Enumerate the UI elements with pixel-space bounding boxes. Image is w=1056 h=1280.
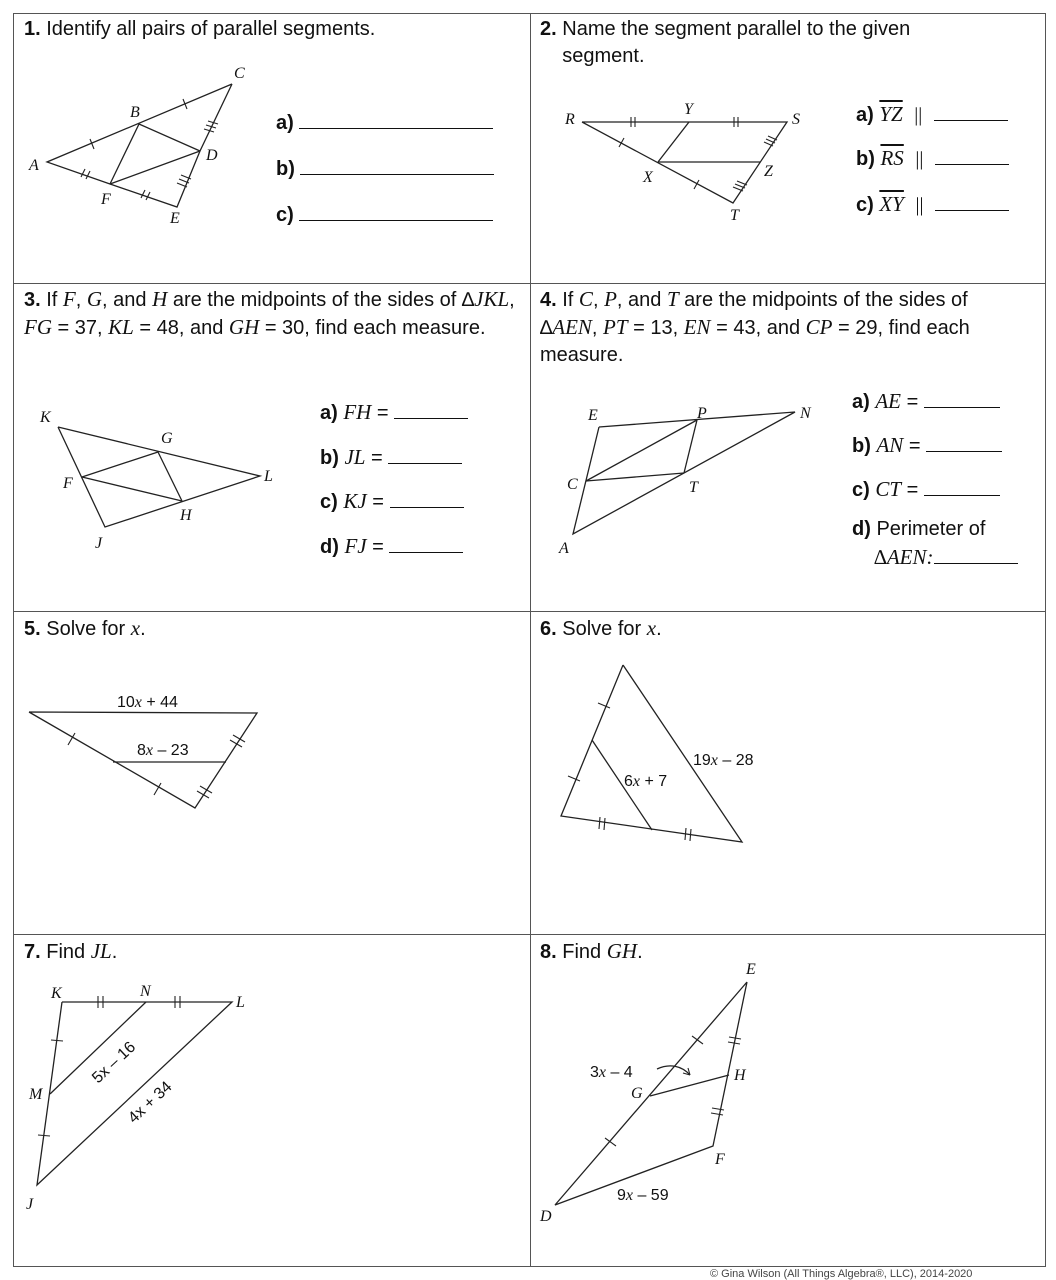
expr-top: 10x + 44 [117, 694, 178, 711]
answer-label: c) [320, 491, 338, 513]
problem-text: Find [562, 941, 607, 963]
label-E: E [170, 210, 180, 227]
problem-text: Find [46, 941, 91, 963]
label-S: S [792, 111, 800, 128]
label-C: C [567, 476, 578, 493]
text-part: = 43, and [710, 317, 806, 339]
text-part: . [111, 941, 118, 963]
var: F [62, 287, 76, 311]
expr-side: 9x – 59 [617, 1187, 669, 1204]
answer-label: a) [856, 104, 874, 126]
label-D: D [540, 1208, 552, 1225]
answer-var: CT [875, 477, 902, 501]
triangle-name: ∆AEN: [874, 545, 934, 569]
problem-number: 2. [540, 18, 557, 40]
text-part: are the midpoints of the sides of ∆ [167, 289, 475, 311]
var: GH [228, 315, 260, 339]
label-H: H [180, 507, 192, 524]
var: G [86, 287, 103, 311]
var: JL [90, 939, 112, 963]
var: JKL [474, 287, 510, 311]
text-part: . [656, 618, 662, 640]
text-part: . [637, 941, 643, 963]
label-C: C [234, 65, 245, 82]
segment-name: $\overline{XY}$ [879, 192, 904, 216]
equals: = [365, 447, 383, 469]
label-F: F [715, 1151, 725, 1168]
label-N: N [800, 405, 811, 422]
segment-name: $\overline{RS}$ [880, 146, 904, 170]
answer-var: FH [343, 400, 372, 424]
label-P: P [697, 405, 707, 422]
answer-var: KJ [343, 489, 367, 513]
equals: = [366, 491, 384, 513]
expr-midsegment: 5x – 16 [89, 1038, 140, 1087]
label-D: D [206, 147, 218, 164]
label-N: N [140, 983, 151, 1000]
text-part: , [592, 289, 605, 311]
text-part: , and [616, 289, 667, 311]
text-part: = 48, and [133, 317, 229, 339]
answer-label: a) [852, 391, 870, 413]
expr-midsegment: 8x – 23 [137, 742, 189, 759]
expr-side: 4x + 34 [125, 1078, 176, 1127]
label-T: T [730, 207, 739, 224]
label-A: A [559, 540, 569, 557]
parallel-symbol: || [915, 148, 924, 170]
text-part: , and [102, 289, 153, 311]
label-H: H [734, 1067, 746, 1084]
text-part: , [75, 289, 87, 311]
answer-label: a) [320, 402, 338, 424]
var: P [604, 287, 617, 311]
text-part: = 30, find each measure. [259, 317, 486, 339]
var: GH [606, 939, 638, 963]
segment-name: $\overline{YZ}$ [879, 102, 903, 126]
equals: = [901, 391, 919, 413]
text-part: , [509, 289, 515, 311]
answer-label: b) [320, 447, 339, 469]
answer-label: b) [852, 435, 871, 457]
equals: = [371, 402, 389, 424]
label-A: A [29, 157, 39, 174]
var: x [130, 616, 141, 640]
copyright-footer: © Gina Wilson (All Things Algebra®, LLC), 2014-2020 [710, 1268, 973, 1280]
var: EN [683, 315, 711, 339]
label-X: X [643, 169, 653, 186]
label-L: L [264, 468, 273, 485]
text-part: , [591, 317, 604, 339]
parallel-symbol: || [914, 104, 923, 126]
problem-number: 5. [24, 618, 41, 640]
answer-var: AE [875, 389, 902, 413]
label-K: K [40, 409, 51, 426]
text-part: If [46, 289, 63, 311]
label-M: M [29, 1086, 43, 1103]
answer-label: b) [856, 148, 875, 170]
problem-text: Identify all pairs of parallel segments. [46, 18, 376, 40]
answer-var: JL [344, 445, 366, 469]
expr-side: 19x – 28 [693, 752, 754, 769]
text-part: If [562, 289, 579, 311]
problem-text: Solve for [46, 618, 131, 640]
var: KL [108, 315, 134, 339]
label-Z: Z [764, 163, 773, 180]
answer-label: c) [856, 194, 874, 216]
var: FG [24, 315, 52, 339]
answer-label: c) [276, 204, 294, 226]
label-R: R [565, 111, 575, 128]
equals: = [903, 435, 921, 457]
label-J: J [95, 535, 103, 552]
answer-text: Perimeter of [876, 518, 986, 540]
text-part: = 13, [627, 317, 684, 339]
label-F: F [63, 475, 73, 492]
var: PT [603, 315, 628, 339]
label-J: J [26, 1196, 34, 1213]
answer-label: d) [320, 536, 339, 558]
label-E: E [746, 961, 756, 978]
answer-label: b) [276, 158, 295, 180]
answer-label: a) [276, 112, 294, 134]
label-F: F [101, 191, 111, 208]
problem-number: 4. [540, 289, 557, 311]
answer-var: AN [876, 433, 904, 457]
label-Y: Y [684, 101, 693, 118]
label-E: E [588, 407, 598, 424]
answer-label: c) [852, 479, 870, 501]
expr-midsegment: 6x + 7 [624, 773, 668, 790]
var: AEN [552, 315, 592, 339]
var: T [666, 287, 679, 311]
text-part: = 37, [52, 317, 109, 339]
problem-number: 1. [24, 18, 41, 40]
label-G: G [631, 1085, 643, 1102]
problem-number: 6. [540, 618, 557, 640]
label-L: L [236, 994, 245, 1011]
var: H [152, 287, 168, 311]
problem-text: Solve for [562, 618, 647, 640]
label-T: T [689, 479, 698, 496]
expr-midsegment: 3x – 4 [590, 1064, 633, 1081]
equals: = [901, 479, 919, 501]
problem-number: 7. [24, 941, 41, 963]
var: CP [805, 315, 833, 339]
parallel-symbol: || [915, 194, 924, 216]
equals: = [366, 536, 384, 558]
label-G: G [161, 430, 173, 447]
problem-text: Name the segment parallel to the given segment. [562, 18, 911, 67]
answer-label: d) [852, 518, 871, 540]
answer-var: FJ [344, 534, 367, 558]
var: C [578, 287, 593, 311]
text-part: = 29, find each measure. [540, 317, 970, 366]
text-part: . [140, 618, 146, 640]
var: x [646, 616, 657, 640]
text-part: are the midpoints of the sides of ∆ [540, 289, 968, 339]
problem-number: 8. [540, 941, 557, 963]
problem-number: 3. [24, 289, 41, 311]
label-K: K [51, 985, 62, 1002]
label-B: B [130, 104, 140, 121]
